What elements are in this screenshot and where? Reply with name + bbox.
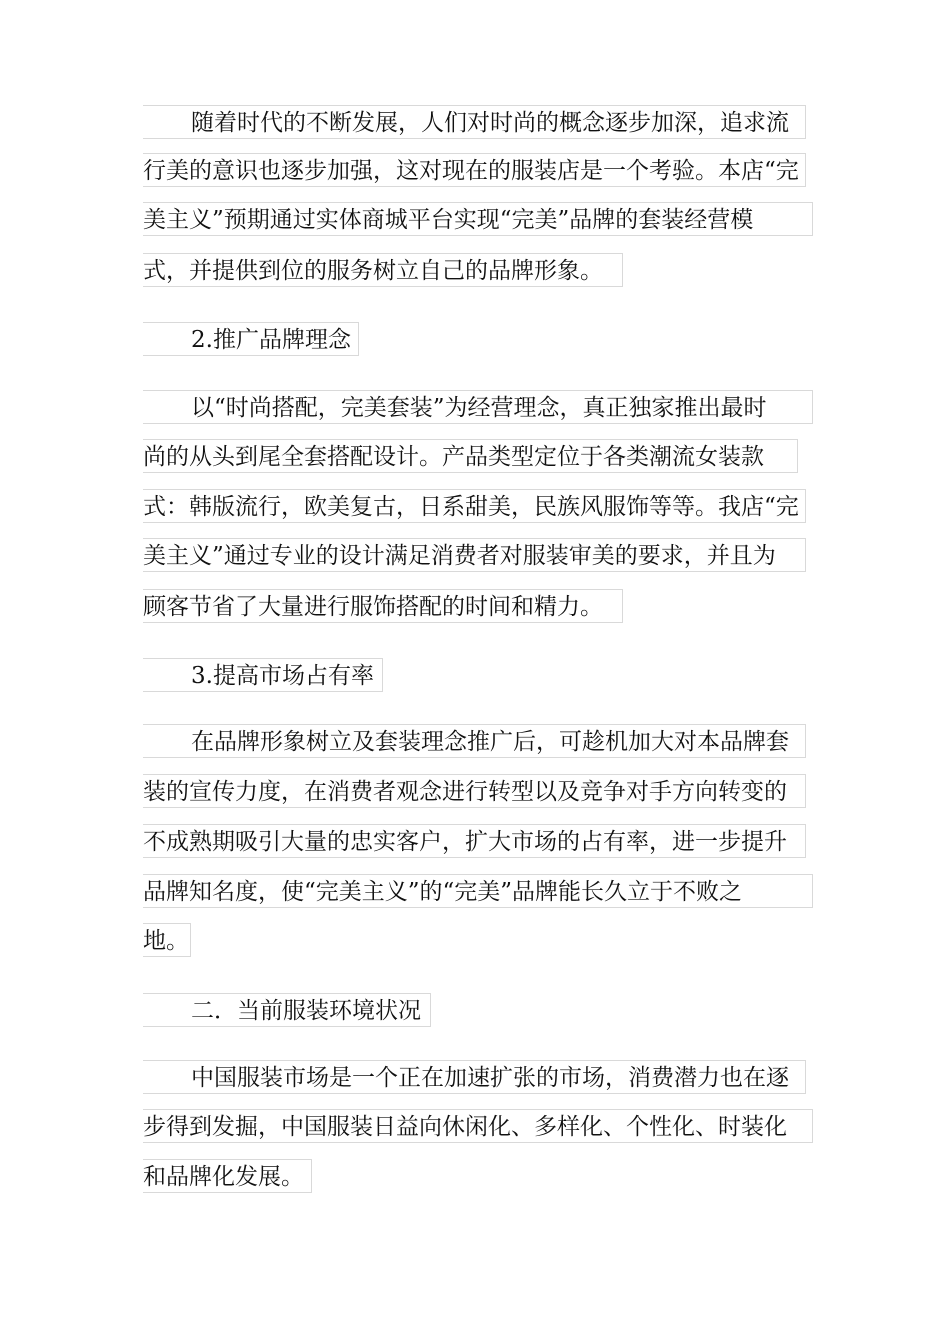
paragraph-3-line-3: 不成熟期吸引大量的忠实客户，扩大市场的占有率，进一步提升 xyxy=(143,824,806,858)
paragraph-2-line-1: 以“时尚搭配，完美套装”为经营理念，真正独家推出最时 xyxy=(143,390,813,424)
paragraph-2-line-4: 美主义”通过专业的设计满足消费者对服装审美的要求，并且为 xyxy=(143,538,806,572)
paragraph-1-line-3: 美主义”预期通过实体商城平台实现“完美”品牌的套装经营模 xyxy=(143,202,813,236)
paragraph-3-line-5: 地。 xyxy=(143,923,191,957)
paragraph-2-line-2: 尚的从头到尾全套搭配设计。产品类型定位于各类潮流女装款 xyxy=(143,439,798,473)
section-heading-2: 2.推广品牌理念 xyxy=(143,322,359,356)
paragraph-1-line-2: 行美的意识也逐步加强，这对现在的服装店是一个考验。本店“完 xyxy=(143,153,806,187)
paragraph-4-line-1: 中国服装市场是一个正在加速扩张的市场，消费潜力也在逐 xyxy=(143,1060,806,1094)
paragraph-2-line-3: 式：韩版流行，欧美复古，日系甜美，民族风服饰等等。我店“完 xyxy=(143,489,806,523)
paragraph-3-line-4: 品牌知名度，使“完美主义”的“完美”品牌能长久立于不败之 xyxy=(143,874,813,908)
section-heading-3: 3.提高市场占有率 xyxy=(143,658,383,692)
paragraph-3-line-2: 装的宣传力度，在消费者观念进行转型以及竞争对手方向转变的 xyxy=(143,774,806,808)
paragraph-1-line-4: 式，并提供到位的服务树立自己的品牌形象。 xyxy=(143,253,623,287)
paragraph-4-line-3: 和品牌化发展。 xyxy=(143,1159,312,1193)
paragraph-3-line-1: 在品牌形象树立及套装理念推广后，可趁机加大对本品牌套 xyxy=(143,724,806,758)
paragraph-1-line-1: 随着时代的不断发展，人们对时尚的概念逐步加深，追求流 xyxy=(143,105,806,139)
section-heading-current-environment: 二．当前服装环境状况 xyxy=(143,993,431,1027)
paragraph-4-line-2: 步得到发掘，中国服装日益向休闲化、多样化、个性化、时装化 xyxy=(143,1109,813,1143)
paragraph-2-line-5: 顾客节省了大量进行服饰搭配的时间和精力。 xyxy=(143,589,623,623)
